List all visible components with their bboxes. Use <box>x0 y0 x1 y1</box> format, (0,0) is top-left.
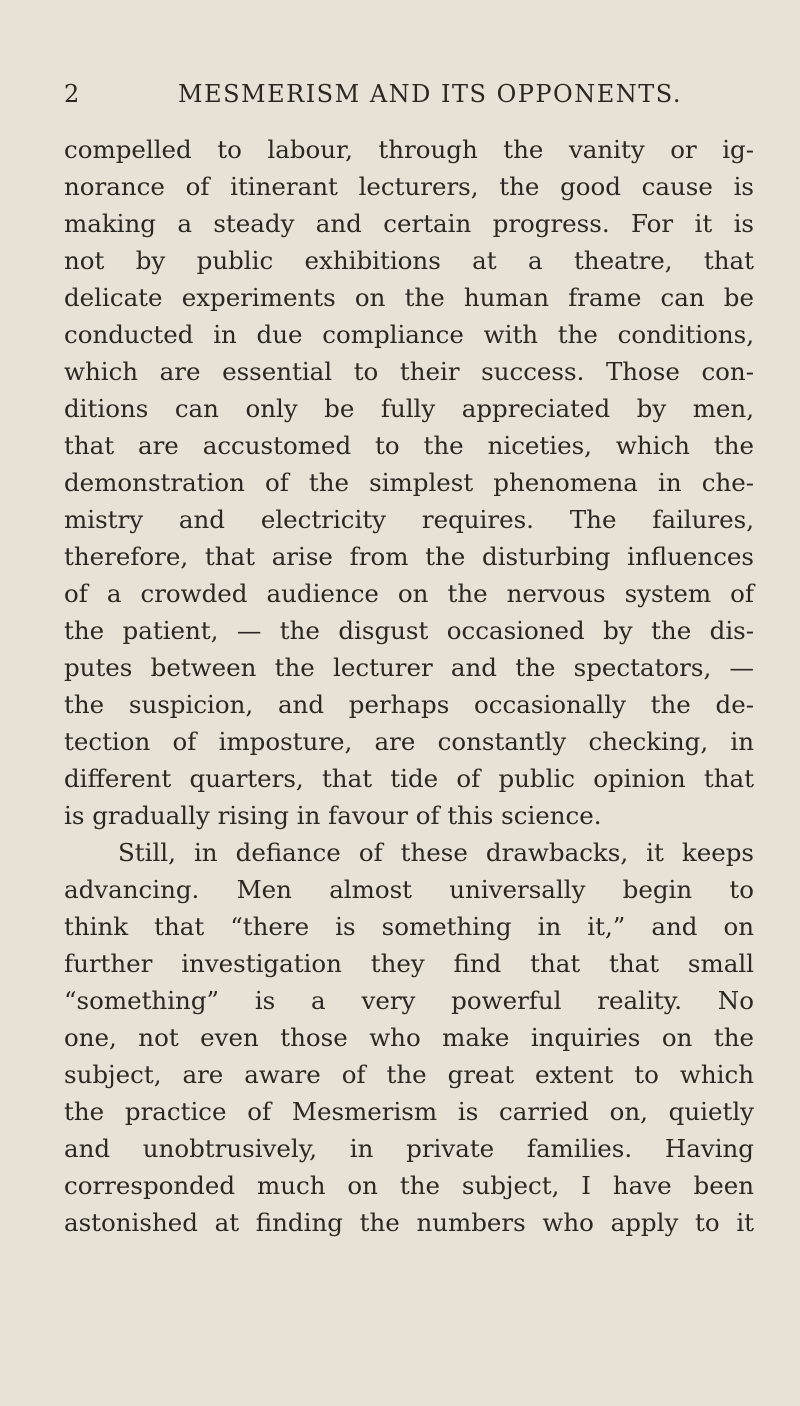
text-line: tection of imposture, are constantly checking, in <box>64 727 754 756</box>
text-line: corresponded much on the subject, I have been <box>64 1171 754 1200</box>
text-line: one, not even those who make inquiries on the <box>64 1023 754 1052</box>
text-line: advancing. Men almost universally begin to <box>64 875 754 904</box>
text-line: demonstration of the simplest phenomena in che- <box>64 468 754 497</box>
text-line: think that “there is something in it,” and on <box>64 912 754 941</box>
text-line: mistry and electricity requires. The failures, <box>64 505 754 534</box>
body-text <box>64 131 754 1241</box>
running-title: MESMERISM AND ITS OPPONENTS. <box>178 80 682 108</box>
text-line: Still, in defiance of these drawbacks, it keeps <box>118 838 754 867</box>
text-line: and unobtrusively, in private families. Having <box>64 1134 754 1163</box>
text-line: therefore, that arise from the disturbing influences <box>64 542 754 571</box>
text-line: further investigation they find that that small <box>64 949 754 978</box>
page-header <box>64 80 754 120</box>
text-line: the suspicion, and perhaps occasionally the de- <box>64 690 754 719</box>
text-line: subject, are aware of the great extent to which <box>64 1060 754 1089</box>
text-line: norance of itinerant lecturers, the good cause is <box>64 172 754 201</box>
text-line: the practice of Mesmerism is carried on, quietly <box>64 1097 754 1126</box>
text-line: of a crowded audience on the nervous system of <box>64 579 754 608</box>
text-line: the patient, — the disgust occasioned by the dis- <box>64 616 754 645</box>
text-line: conducted in due compliance with the conditions, <box>64 320 754 349</box>
text-line: different quarters, that tide of public opinion that <box>64 764 754 793</box>
text-line: that are accustomed to the niceties, which the <box>64 431 754 460</box>
text-line: putes between the lecturer and the spectators, — <box>64 653 754 682</box>
text-line: not by public exhibitions at a theatre, that <box>64 246 754 275</box>
text-line: compelled to labour, through the vanity or ig- <box>64 135 754 164</box>
text-line: ditions can only be fully appreciated by men, <box>64 394 754 423</box>
text-line: is gradually rising in favour of this science. <box>64 801 602 830</box>
text-line: astonished at finding the numbers who apply to it <box>64 1208 754 1237</box>
text-line: “something” is a very powerful reality. No <box>64 986 754 1015</box>
text-line: making a steady and certain progress. For it is <box>64 209 754 238</box>
page-number: 2 <box>64 80 81 108</box>
text-line: delicate experiments on the human frame can be <box>64 283 754 312</box>
text-line: which are essential to their success. Those con- <box>64 357 754 386</box>
